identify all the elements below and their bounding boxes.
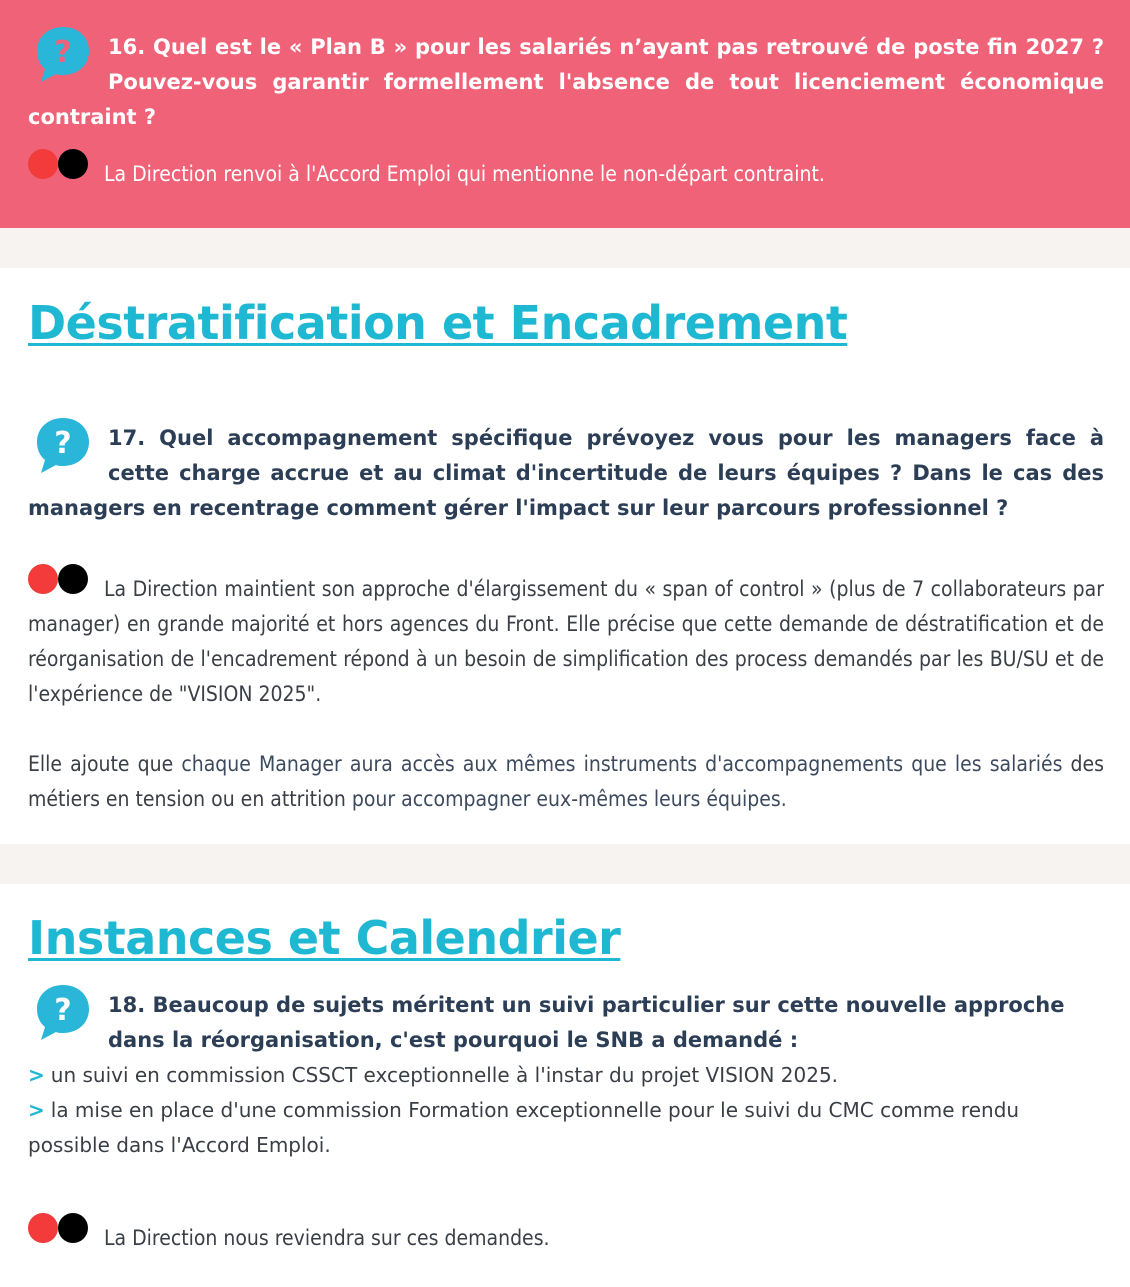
arrow-icon: > xyxy=(28,1098,45,1122)
list-item-1 xyxy=(28,1058,1104,1093)
black-dot xyxy=(58,564,88,594)
svg-text:?: ? xyxy=(54,993,72,1028)
red-black-dots-icon xyxy=(28,1213,90,1245)
heading-instances[interactable]: Instances et Calendrier xyxy=(28,911,621,965)
section-destratification xyxy=(0,268,1130,844)
red-dot xyxy=(28,564,58,594)
list-item-1-text: un suivi en commission CSSCT exceptionnelle à l'instar du projet VISION 2025. xyxy=(50,1063,839,1087)
red-black-dots-icon xyxy=(28,149,90,181)
list-item-2-text: la mise en place d'une commission Formation exceptionnelle pour le suivi du CMC comme rendu possible dans l'Accord Emploi. xyxy=(28,1098,1020,1157)
answer-17-text-d: pour accompagner eux-mêmes leurs équipes. xyxy=(351,787,787,811)
black-dot xyxy=(58,1213,88,1243)
question-18: 18. Beaucoup de sujets méritent un suivi particulier sur cette nouvelle approche dans la réorganisation, c'est pourquoi le SNB a demandé : xyxy=(108,993,1065,1052)
question-bubble-icon xyxy=(32,24,94,86)
heading-destratification[interactable]: Déstratification et Encadrement xyxy=(28,296,848,350)
section-16 xyxy=(0,0,1130,228)
answer-17-text-c: des métiers en tension ou en attrition xyxy=(28,752,1104,811)
answer-17-part2 xyxy=(28,747,1104,817)
red-dot xyxy=(28,149,58,179)
answer-17-text-b: chaque Manager aura accès aux mêmes instruments d'accompagnements que les salariés xyxy=(181,752,1063,776)
list-item-2 xyxy=(28,1093,1104,1163)
answer-16: La Direction renvoi à l'Accord Emploi qui mentionne le non-départ contraint. xyxy=(104,162,825,186)
svg-text:?: ? xyxy=(54,35,72,70)
svg-text:?: ? xyxy=(54,426,72,461)
question-bubble-icon xyxy=(32,415,94,477)
black-dot xyxy=(58,149,88,179)
section-instances xyxy=(0,884,1130,1287)
answer-17-part1: La Direction maintient son approche d'élargissement du « span of control » (plus de 7 collaborateurs par manager) en grande majorité et hors agences du Front. Elle précise que cette demande de déstratification et de réorganisation de l'encadrement répond à un besoin de simplification des process demandés par les BU/SU et de l'expérience de "VISION 2025". xyxy=(28,577,1104,706)
red-dot xyxy=(28,1213,58,1243)
question-17: 17. Quel accompagnement spécifique prévoyez vous pour les managers face à cette charge accrue et au climat d'incertitude de leurs équipes ? Dans le cas des managers en recentrage comment gérer l'impact sur leur parcours professionnel ? xyxy=(28,426,1104,520)
answer-18: La Direction nous reviendra sur ces demandes. xyxy=(104,1226,550,1250)
question-16: 16. Quel est le « Plan B » pour les salariés n’ayant pas retrouvé de poste fin 2027 ? Pouvez-vous garantir formellement l'absence de tout licenciement économique contraint ? xyxy=(28,35,1104,129)
question-bubble-icon xyxy=(32,982,94,1044)
arrow-icon: > xyxy=(28,1063,45,1087)
red-black-dots-icon xyxy=(28,564,90,596)
answer-17-text-a: Elle ajoute que xyxy=(28,752,182,776)
